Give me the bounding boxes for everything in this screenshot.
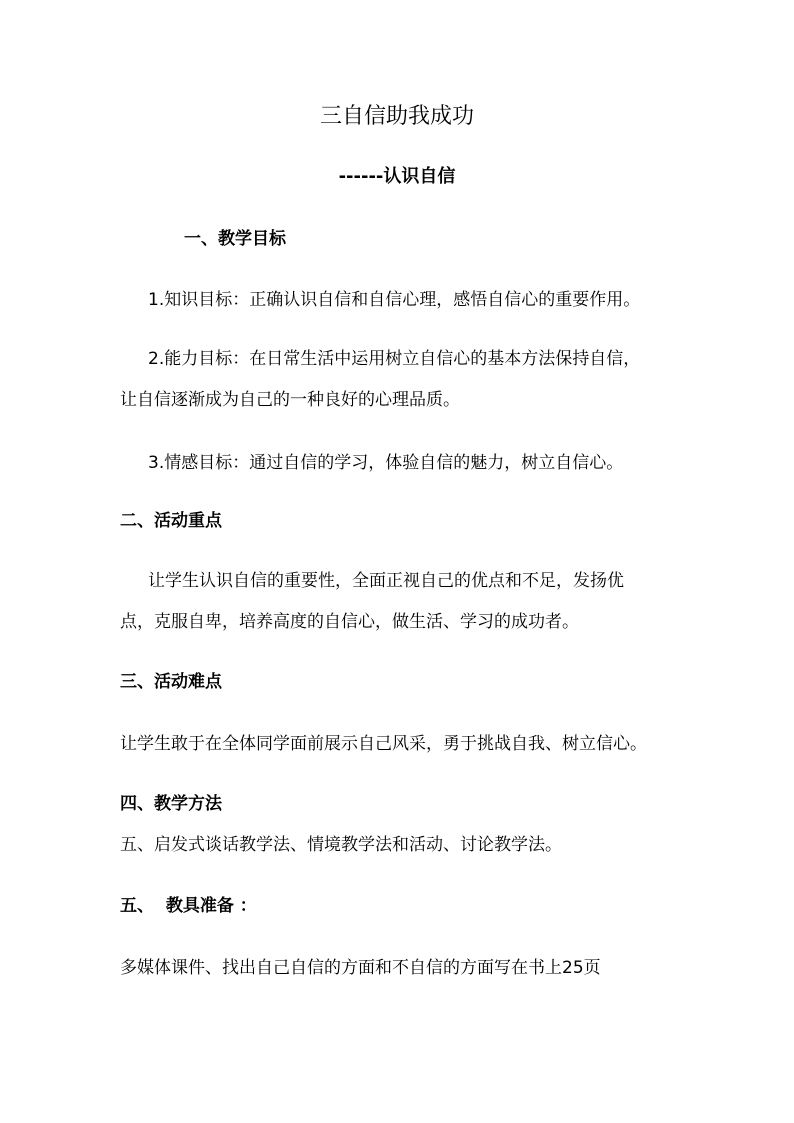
document-subtitle: ------认识自信 [338,166,456,187]
goal-ability-line-1: 2.能力目标：在日常生活中运用树立自信心的基本方法保持自信， [148,349,641,369]
section-heading-tools: 五、 教具准备 ： [120,896,257,916]
section-heading-focus: 二、活动重点 [120,511,222,531]
focus-text-line-1: 让学生认识自信的重要性，全面正视自己的优点和不足，发扬优 [148,571,624,591]
focus-text-line-2: 点，克服自卑，培养高度的自信心，做生活、学习的成功者。 [120,612,579,632]
goal-knowledge: 1.知识目标：正确认识自信和自信心理，感悟自信心的重要作用。 [148,290,641,310]
tools-text: 多媒体课件、找出自己自信的方面和不自信的方面写在书上25页 [120,958,601,978]
difficulty-text: 让学生敢于在全体同学面前展示自己风采，勇于挑战自我、树立信心。 [120,734,647,754]
goal-ability-line-2: 让自信逐渐成为自己的一种良好的心理品质。 [120,390,460,410]
section-heading-difficulty: 三、活动难点 [120,672,222,692]
method-text: 五、启发式谈话教学法、情境教学法和活动、讨论教学法。 [120,835,562,855]
section-heading-goals: 一、教学目标 [184,229,286,249]
goal-emotion: 3.情感目标：通过自信的学习，体验自信的魅力，树立自信心。 [148,453,624,473]
document-title: 三自信助我成功 [319,104,474,129]
section-heading-method: 四、教学方法 [120,794,222,814]
